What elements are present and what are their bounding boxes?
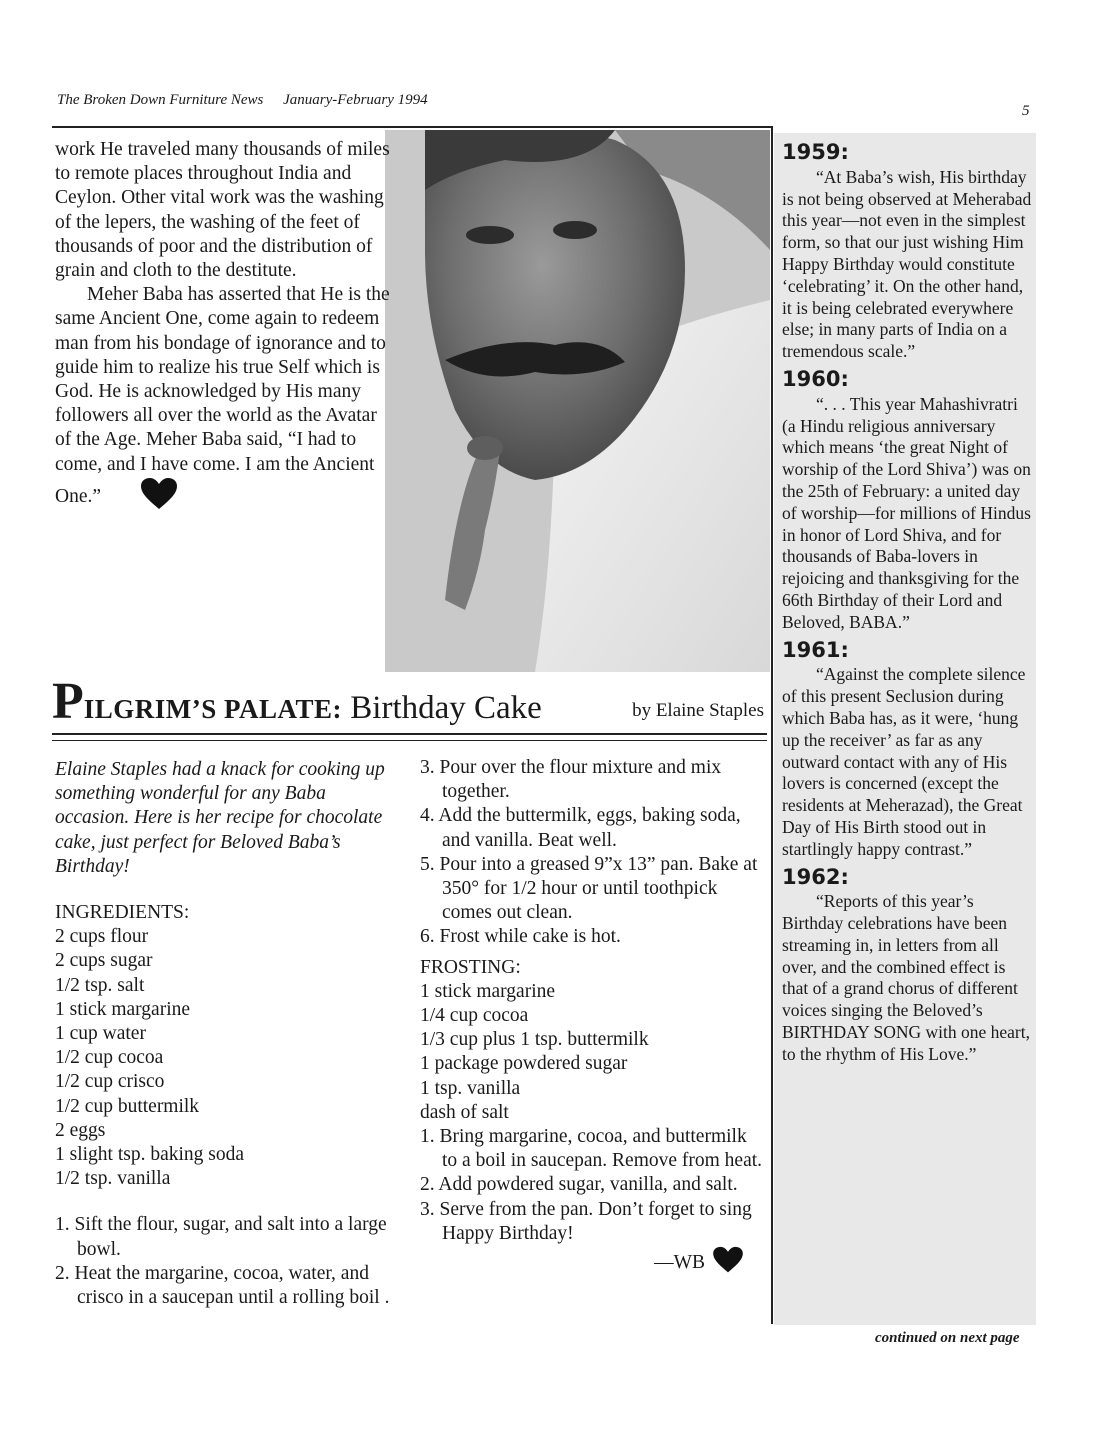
intro-paragraph-1: work He traveled many thousands of miles to remote places throughout India and Ceylon. Other vital work was the washing of the lepers, the washing of the feet of thousands of poor and the distribution of grain and cloth to the destitute. xyxy=(55,139,390,282)
list-item: 2 cups sugar xyxy=(55,950,153,972)
list-item: 1 cup water xyxy=(55,1023,146,1045)
byline: by Elaine Staples xyxy=(632,700,764,721)
ingredients-heading: INGREDIENTS: xyxy=(55,902,190,924)
heart-icon xyxy=(711,1246,745,1281)
sidebar-entry xyxy=(782,366,1034,634)
list-item: 3. Serve from the pan. Don’t forget to sing Happy Birthday! xyxy=(420,1198,752,1244)
continued-note: continued on next page xyxy=(875,1330,1020,1346)
list-item: 3. Pour over the flour mixture and mix together. xyxy=(420,757,722,803)
list-item: dash of salt xyxy=(420,1101,509,1123)
list-item: 1 stick margarine xyxy=(420,980,556,1002)
header-rule xyxy=(52,126,772,128)
column-rule xyxy=(771,126,773,1324)
recipe-lead: Elaine Staples had a knack for cooking up something wonderful for any Baba occasion. Here is her recipe for chocolate cake, just perfect for Beloved Baba’s Birthday! xyxy=(55,759,385,877)
intro-article xyxy=(55,138,395,518)
sidebar-entry xyxy=(782,864,1034,1066)
list-item: 1/3 cup plus 1 tsp. buttermilk xyxy=(420,1029,649,1051)
sidebar-quote: “Against the complete silence of this present Seclusion during which Baba has, as it were, ‘hung up the receiver’ as far as any outward contact with any of His lovers is concerned (except the residents at Meherazad), the Great Day of His Birth stood out in startlingly happy contrast.” xyxy=(782,664,1026,859)
list-item: 1. Sift the flour, sugar, and salt into a large bowl. xyxy=(55,1214,387,1260)
list-item: 2 cups flour xyxy=(55,926,149,948)
publication-name: The Broken Down Furniture News xyxy=(57,92,264,108)
sidebar-quotes xyxy=(782,142,1034,1072)
recipe-left-column xyxy=(55,758,395,1310)
signoff-line xyxy=(420,1246,765,1281)
page-number: 5 xyxy=(1022,103,1030,119)
title-smallcaps: ILGRIM’S PALATE: xyxy=(83,694,343,724)
issue-date: January-February 1994 xyxy=(283,92,428,108)
list-item: 1/2 cup crisco xyxy=(55,1071,165,1093)
list-item: 5. Pour into a greased 9”x 13” pan. Bake at 350° for 1/2 hour or until toothpick comes out clean. xyxy=(420,853,758,924)
sidebar-year: 1960: xyxy=(782,366,849,391)
list-item: 1/2 tsp. vanilla xyxy=(55,1168,171,1190)
list-item: 1/2 cup buttermilk xyxy=(55,1095,200,1117)
sidebar-quote: “Reports of this year’s Birthday celebrations have been streaming in, in letters from all over, and the combined effect is that of a grand chorus of different voices singing the Beloved’s BIRTHDAY SONG with one heart, to the rhythm of His Love.” xyxy=(782,891,1030,1064)
steps-list-left xyxy=(55,1213,395,1310)
list-item: 2. Add powdered sugar, vanilla, and salt. xyxy=(420,1174,738,1196)
list-item: 1/2 cup cocoa xyxy=(55,1047,164,1069)
steps-list-right xyxy=(420,756,765,950)
frosting-heading: FROSTING: xyxy=(420,956,521,978)
intro-paragraph-2-text: Meher Baba has asserted that He is the same Ancient One, come again to redeem man from his bondage of ignorance and to guide him to realize his true Self which is God. He is acknowledged by His many followers all over the world as the Avatar of the Age. Meher Baba said, “I had to come, and I have come. I am the Ancient One.” xyxy=(55,284,390,507)
portrait-photo xyxy=(385,130,770,672)
list-item: 1/4 cup cocoa xyxy=(420,1005,529,1027)
sidebar-year: 1959: xyxy=(782,140,849,164)
list-item: 1 stick margarine xyxy=(55,998,191,1020)
signoff: —WB xyxy=(654,1252,705,1274)
list-item: 1 slight tsp. baking soda xyxy=(55,1144,245,1166)
list-item: 1 tsp. vanilla xyxy=(420,1077,521,1099)
running-header xyxy=(57,92,428,109)
list-item: 1. Bring margarine, cocoa, and buttermilk to a boil in saucepan. Remove from heat. xyxy=(420,1126,763,1172)
article-title xyxy=(52,672,767,730)
list-item: 1 package powdered sugar xyxy=(420,1053,628,1075)
sidebar-entry xyxy=(782,637,1034,861)
sidebar-entry xyxy=(782,142,1034,363)
list-item: 2. Heat the margarine, cocoa, water, and crisco in a saucepan until a rolling boil . xyxy=(55,1262,390,1309)
title-rule-thin xyxy=(52,740,767,741)
recipe-right-column xyxy=(420,756,765,1281)
sidebar-quote: “At Baba’s wish, His birthday is not being observed at Meherabad this year—not even in the simplest form, so that our just wishing Him Happy Birthday would constitute ‘celebrating’ it. On the other hand, it is being celebrated everywhere else; in many parts of India on a tremendous scale.” xyxy=(782,166,1032,362)
list-item: 6. Frost while cake is hot. xyxy=(420,926,621,948)
list-item: 2 eggs xyxy=(55,1119,106,1141)
ingredients-list xyxy=(55,925,395,1191)
title-rule xyxy=(52,733,767,735)
list-item: 4. Add the buttermilk, eggs, baking soda, and vanilla. Beat well. xyxy=(420,805,741,851)
sidebar-quote: “. . . This year Mahashivratri (a Hindu religious anniversary which means ‘the great Night of worship of the Lord Shiva’) was on the 25th of February: a united day of worship—for millions of Hindus in honor of Lord Shiva, and for thousands of Baba-lovers in rejoicing and thanksgiving for the 66th Birthday of their Lord and Beloved, BABA.” xyxy=(782,393,1031,632)
title-tail: Birthday Cake xyxy=(342,690,542,726)
intro-paragraph-2 xyxy=(55,283,395,518)
sidebar-year: 1961: xyxy=(782,637,849,662)
frosting-steps-list xyxy=(420,1125,765,1246)
title-dropcap: P xyxy=(52,673,84,730)
heart-icon xyxy=(107,477,179,518)
sidebar-year: 1962: xyxy=(782,864,849,889)
frosting-list xyxy=(420,980,765,1125)
list-item: 1/2 tsp. salt xyxy=(55,974,145,996)
